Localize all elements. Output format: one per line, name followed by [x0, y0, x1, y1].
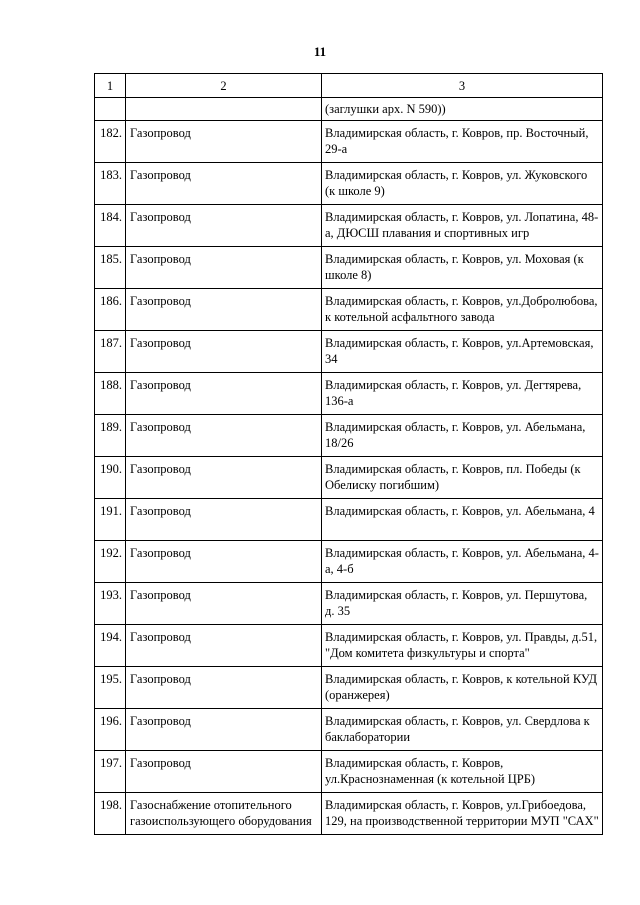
object-address: Владимирская область, г. Ковров, ул. Свердлова к баклаборатории	[322, 709, 603, 751]
row-number: 189.	[95, 415, 126, 457]
row-number: 192.	[95, 541, 126, 583]
object-name: Газопровод	[126, 121, 322, 163]
object-address: Владимирская область, г. Ковров, ул. Абельмана, 4-а, 4-б	[322, 541, 603, 583]
object-name: Газопровод	[126, 499, 322, 541]
object-name: Газопровод	[126, 583, 322, 625]
header-col-1: 1	[95, 74, 126, 98]
object-name: Газопровод	[126, 331, 322, 373]
row-number: 185.	[95, 247, 126, 289]
object-name: Газоснабжение отопительного газоиспользующего оборудования	[126, 793, 322, 835]
object-name: Газопровод	[126, 541, 322, 583]
header-col-3: 3	[322, 74, 603, 98]
object-name: Газопровод	[126, 373, 322, 415]
object-address: Владимирская область, г. Ковров, ул.Грибоедова, 129, на производственной территории МУП "САХ"	[322, 793, 603, 835]
row-number: 188.	[95, 373, 126, 415]
object-name: Газопровод	[126, 667, 322, 709]
table-row	[95, 121, 603, 163]
row-number: 195.	[95, 667, 126, 709]
table-row	[95, 289, 603, 331]
row-number: 187.	[95, 331, 126, 373]
table-row	[95, 205, 603, 247]
row-number: 198.	[95, 793, 126, 835]
table-row	[95, 457, 603, 499]
object-name: Газопровод	[126, 625, 322, 667]
row-number: 193.	[95, 583, 126, 625]
object-name: Газопровод	[126, 415, 322, 457]
table-row	[95, 667, 603, 709]
object-address: Владимирская область, г. Ковров, ул.Краснознаменная (к котельной ЦРБ)	[322, 751, 603, 793]
row-number: 194.	[95, 625, 126, 667]
object-address: Владимирская область, г. Ковров, ул. Абельмана, 4	[322, 499, 603, 541]
table-row	[95, 373, 603, 415]
row-number	[95, 98, 126, 121]
table-row	[95, 247, 603, 289]
object-address: Владимирская область, г. Ковров, ул. Правды, д.51, "Дом комитета физкультуры и спорта"	[322, 625, 603, 667]
table-row	[95, 709, 603, 751]
property-table	[94, 73, 603, 835]
table-row	[95, 751, 603, 793]
row-number: 196.	[95, 709, 126, 751]
page-number: 11	[313, 44, 327, 59]
table-row	[95, 583, 603, 625]
object-address: Владимирская область, г. Ковров, ул. Першутова, д. 35	[322, 583, 603, 625]
object-name: Газопровод	[126, 457, 322, 499]
object-name: Газопровод	[126, 289, 322, 331]
object-address: Владимирская область, г. Ковров, пр. Восточный, 29-а	[322, 121, 603, 163]
object-name: Газопровод	[126, 247, 322, 289]
row-number: 191.	[95, 499, 126, 541]
object-address: Владимирская область, г. Ковров, ул. Дегтярева, 136-а	[322, 373, 603, 415]
object-name: Газопровод	[126, 751, 322, 793]
object-address: Владимирская область, г. Ковров, ул. Абельмана, 18/26	[322, 415, 603, 457]
object-address: Владимирская область, г. Ковров, ул. Жуковского (к школе 9)	[322, 163, 603, 205]
table-row	[95, 499, 603, 541]
row-number: 183.	[95, 163, 126, 205]
row-number: 182.	[95, 121, 126, 163]
object-name: Газопровод	[126, 205, 322, 247]
continuation-row	[95, 98, 603, 121]
object-name: Газопровод	[126, 709, 322, 751]
table-row	[95, 415, 603, 457]
table-row	[95, 793, 603, 835]
object-name	[126, 98, 322, 121]
object-address: Владимирская область, г. Ковров, к котельной КУД (оранжерея)	[322, 667, 603, 709]
table-row	[95, 625, 603, 667]
object-address: Владимирская область, г. Ковров, ул.Артемовская, 34	[322, 331, 603, 373]
table-row	[95, 163, 603, 205]
object-name: Газопровод	[126, 163, 322, 205]
table-header-row	[95, 74, 603, 98]
row-number: 186.	[95, 289, 126, 331]
object-address: Владимирская область, г. Ковров, ул. Моховая (к школе 8)	[322, 247, 603, 289]
header-col-2: 2	[126, 74, 322, 98]
object-address: Владимирская область, г. Ковров, пл. Победы (к Обелиску погибшим)	[322, 457, 603, 499]
object-address: (заглушки арх. N 590))	[322, 98, 603, 121]
object-address: Владимирская область, г. Ковров, ул. Лопатина, 48-а, ДЮСШ плавания и спортивных игр	[322, 205, 603, 247]
table-row	[95, 331, 603, 373]
row-number: 190.	[95, 457, 126, 499]
row-number: 197.	[95, 751, 126, 793]
object-address: Владимирская область, г. Ковров, ул.Добролюбова, к котельной асфальтного завода	[322, 289, 603, 331]
table-row	[95, 541, 603, 583]
row-number: 184.	[95, 205, 126, 247]
